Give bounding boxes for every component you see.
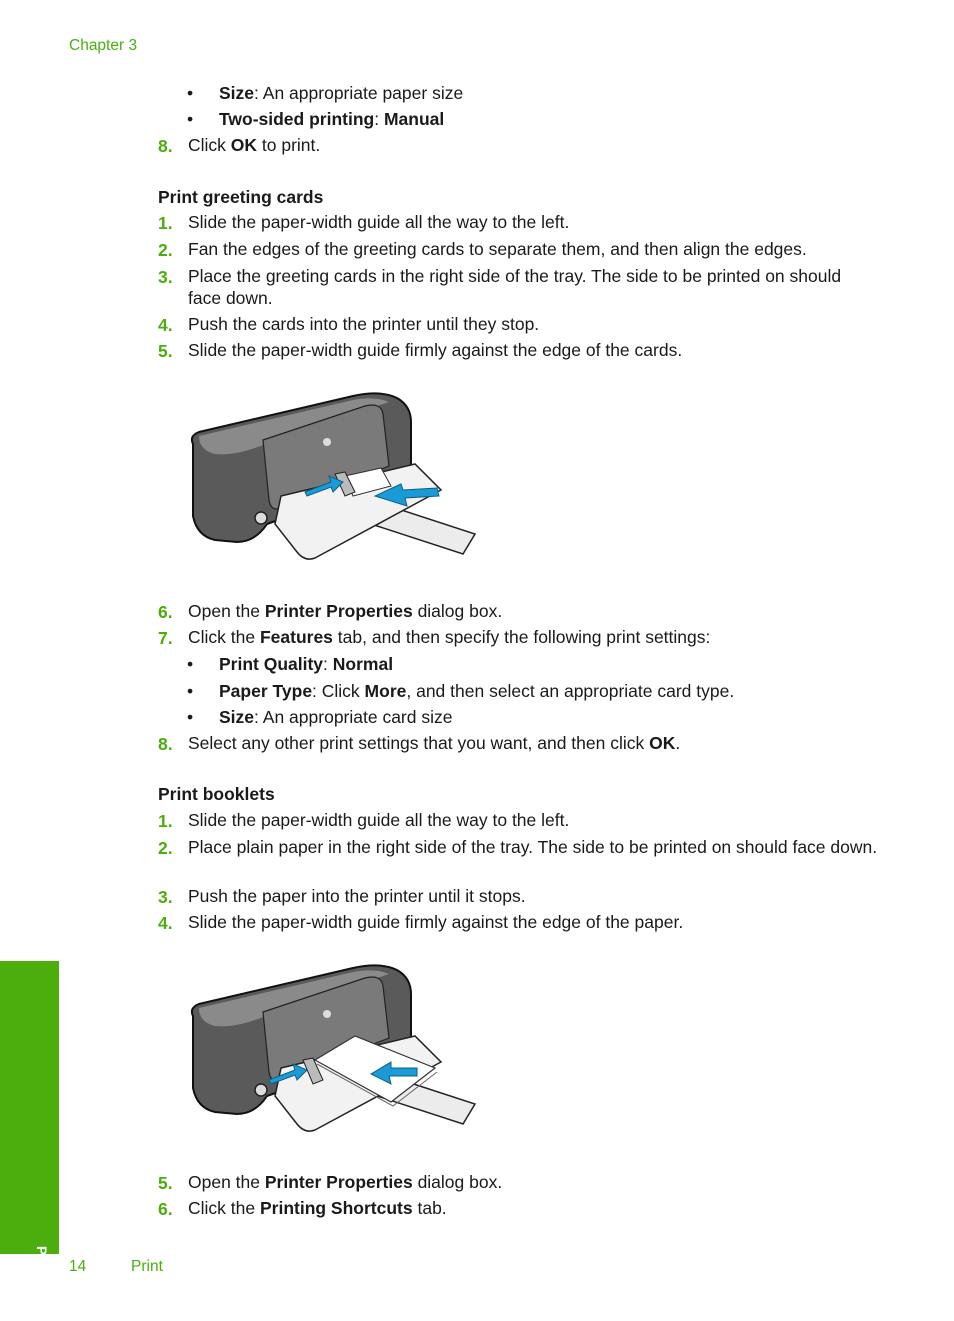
footer-section-label: Print (131, 1258, 163, 1275)
step-text-bold: OK (230, 135, 258, 155)
step-number: 1. (158, 811, 173, 831)
bullet-label: Paper Type (219, 681, 313, 701)
step-text: Fan the edges of the greeting cards to separate them, and then align the edges. (188, 239, 807, 259)
step-text-bold: Features (259, 627, 333, 647)
bullet-label: Two-sided printing (219, 109, 375, 129)
bullet-label: Size (219, 83, 255, 103)
step-number: 4. (158, 315, 173, 335)
step-text: Place plain paper in the right side of the tray. The side to be printed on should face down. (188, 837, 878, 857)
step-text: Slide the paper-width guide all the way to the left. (188, 810, 570, 830)
step-number: 6. (158, 602, 173, 622)
step-number: 8. (158, 734, 173, 754)
bullet-text: : An appropriate card size (254, 707, 453, 727)
step-text: Slide the paper-width guide firmly against the edge of the cards. (188, 340, 683, 360)
step-text-post: dialog box. (412, 601, 503, 621)
step-number: 5. (158, 341, 173, 361)
step-text-pre: Click (188, 135, 231, 155)
step-text-bold: OK (649, 733, 676, 753)
hp-logo (323, 1010, 331, 1018)
step-text-post: tab, and then specify the following print settings: (332, 627, 711, 647)
bullet-marker: • (187, 681, 194, 701)
chapter-header: Chapter 3 (69, 37, 138, 54)
power-button-icon (255, 512, 267, 524)
step-text-bold: Printer Properties (264, 601, 413, 621)
step-text: Slide the paper-width guide firmly against the edge of the paper. (188, 912, 684, 932)
step-text: Push the paper into the printer until it stops. (188, 886, 526, 906)
step-text-pre: Open the (188, 1172, 265, 1192)
step-number: 3. (158, 887, 173, 907)
step-text-pre: Open the (188, 601, 265, 621)
section-title-booklets: Print booklets (158, 784, 275, 804)
bullet-label: Print Quality (219, 654, 324, 674)
step-text-bold: Printer Properties (264, 1172, 413, 1192)
bullet-sep: : (323, 654, 333, 674)
step-text: Place the greeting cards in the right side of the tray. The side to be printed on should face down. (188, 266, 842, 308)
bullet-value: Normal (332, 654, 394, 674)
step-text-bold: Printing Shortcuts (259, 1198, 413, 1218)
hp-logo (323, 438, 331, 446)
side-tab-label: Print (34, 1246, 49, 1277)
step-text: Push the cards into the printer until they stop. (188, 314, 540, 334)
step-text-post: . (675, 733, 681, 753)
step-number: 1. (158, 213, 173, 233)
bullet-sep: : (374, 109, 384, 129)
bullet-marker: • (187, 109, 194, 129)
bullet-text: : An appropriate paper size (254, 83, 464, 103)
step-text-post: to print. (257, 135, 321, 155)
section-title-greeting: Print greeting cards (158, 187, 324, 207)
bullet-label: Size (219, 707, 255, 727)
step-number: 5. (158, 1173, 173, 1193)
power-button-icon (255, 1084, 267, 1096)
bullet-post: , and then select an appropriate card type. (406, 681, 735, 701)
step-text-pre: Select any other print settings that you want, and then click (188, 733, 650, 753)
bullet-marker: • (187, 83, 194, 103)
bullet-mid: : Click (312, 681, 365, 701)
step-text-post: tab. (412, 1198, 447, 1218)
bullet-marker: • (187, 707, 194, 727)
section-side-tab (0, 961, 59, 1277)
step-number: 6. (158, 1199, 173, 1219)
bullet-marker: • (187, 654, 194, 674)
printer-card-illustration (185, 392, 480, 564)
step-number: 2. (158, 838, 173, 858)
step-text-pre: Click the (188, 627, 260, 647)
page-number: 14 (69, 1258, 87, 1275)
step-number: 7. (158, 628, 173, 648)
step-number: 4. (158, 913, 173, 933)
bullet-value: Manual (383, 109, 445, 129)
step-number: 3. (158, 267, 173, 287)
step-number: 2. (158, 240, 173, 260)
step-text-pre: Click the (188, 1198, 260, 1218)
step-number: 8. (158, 136, 173, 156)
step-text: Slide the paper-width guide all the way to the left. (188, 212, 570, 232)
step-text-post: dialog box. (412, 1172, 503, 1192)
printer-paper-illustration (185, 964, 480, 1136)
bullet-value: More (364, 681, 407, 701)
